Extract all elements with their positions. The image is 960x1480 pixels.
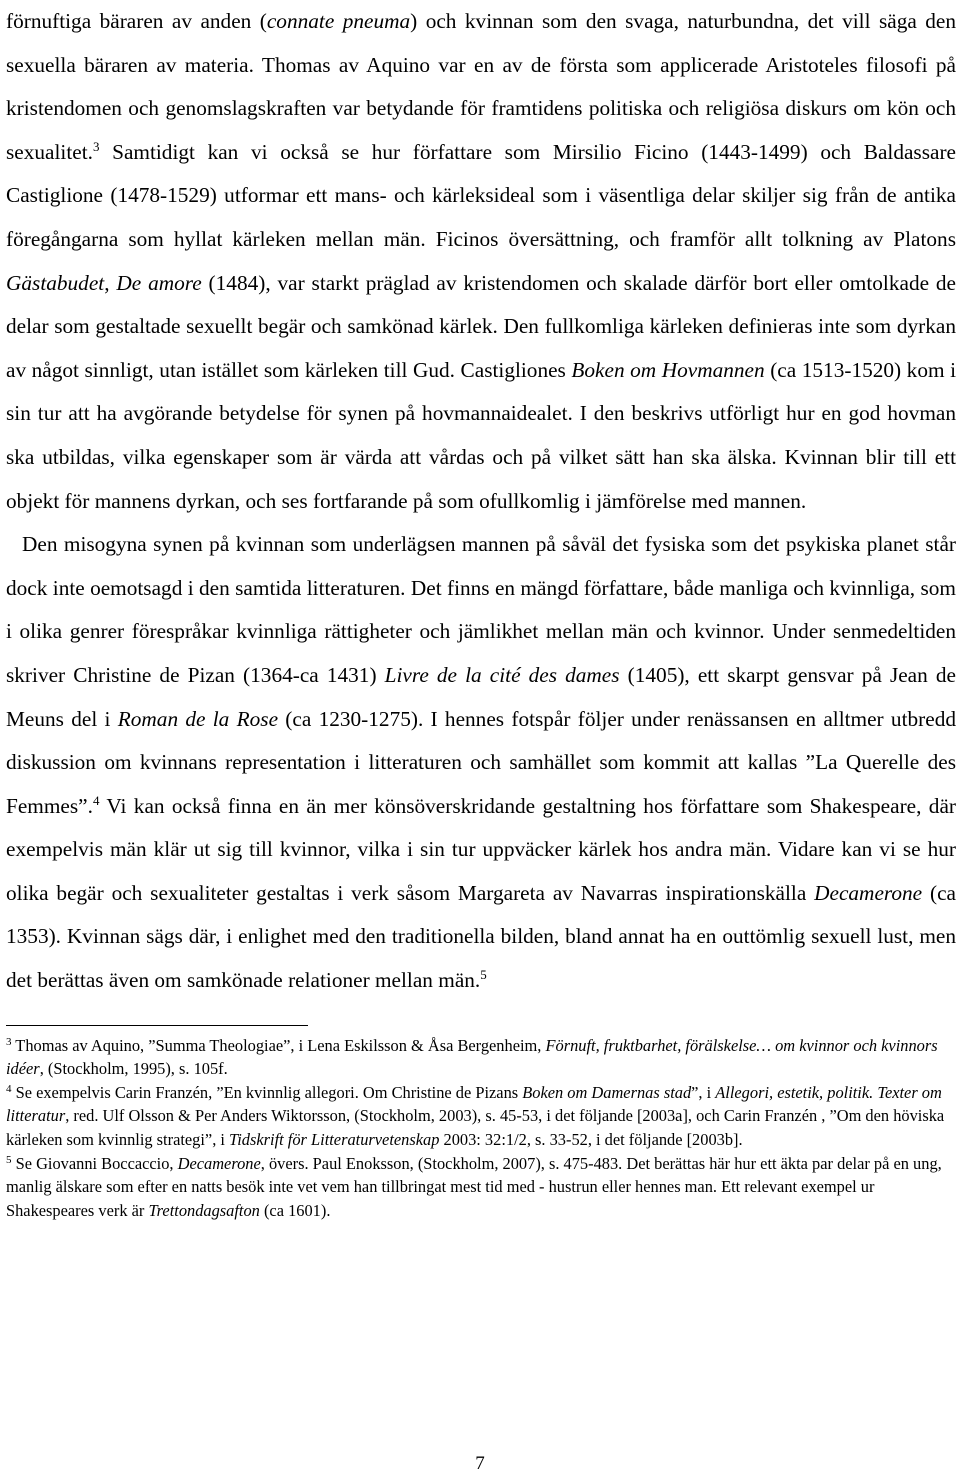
text-run: förnuftiga bäraren av anden ( [6, 9, 267, 33]
text-run: (ca 1513-1520) kom i sin tur att ha avgörande betydelse för synen på hovmannaidealet. I den beskrivs utförligt hur en god hovman ska utbildas, vilka egenskaper som är värda att vårdas och på vilket sätt han ska älska. Kvinnan blir till ett objekt för mannens dyrkan, och ses fortfarande på som ofullkomlig i jämförelse med mannen. [6, 357, 957, 513]
italic-title: Decamerone [177, 1153, 261, 1173]
italic-title: Roman de la Rose [117, 706, 279, 731]
footnote-5 [6, 1152, 956, 1223]
paragraph-1 [6, 0, 956, 523]
footnotes [6, 1034, 956, 1223]
italic-title: Decamerone [814, 880, 923, 905]
footnote-ref-5[interactable]: 5 [480, 967, 487, 983]
text-run: (1405), ett skarpt gensvar på Jean de Meuns del i [6, 662, 956, 731]
text-run: Se Giovanni Boccaccio, [11, 1153, 178, 1173]
text-run: ”, i [691, 1082, 716, 1102]
italic-title: Förnuft, fruktbarhet, förälskelse… om kvinnor och kvinnors idéer [6, 1035, 938, 1079]
footnote-number: 3 [6, 1035, 12, 1048]
italic-title: Livre de la cité des dames [384, 662, 620, 687]
text-run: , [104, 270, 117, 295]
footnote-number: 4 [6, 1082, 12, 1095]
text-run: (ca 1353). Kvinnan sägs där, i enlighet med den traditionella bilden, bland annat ha en outtömlig sexuell lust, men det berättas även om samkönade relationer mellan män. [6, 880, 956, 993]
page-number: 7 [475, 1453, 485, 1474]
footnote-3 [6, 1034, 956, 1081]
text-run: Se exempelvis Carin Franzén, ”En kvinnlig allegori. Om Christine de Pizans [11, 1082, 523, 1102]
italic-title: Allegori, estetik, politik. Texter om litteratur [6, 1082, 942, 1126]
italic-title: Tidskrift för Litteraturvetenskap [229, 1130, 440, 1150]
text-run: (1484), var starkt präglad av kristendomen och skalade därför bort eller omtolkade de delar som gestaltade sexuellt begär och samkönad kärlek. Den fullkomliga kärleken definieras inte som dyrkan av något sinnligt, utan istället som kärleken till Gud. Castigliones [6, 270, 956, 382]
footnote-divider [6, 1025, 308, 1026]
italic-title: De amore [116, 270, 202, 295]
text-run: , red. Ulf Olsson & Per Anders Wiktorsson, (Stockholm, 2003), s. 45-53, i det följande [2003a], och Carin Franzén , ”Om den höviska kärleken som kvinnlig strategi”, i [6, 1106, 945, 1150]
text-run: 2003: 32:1/2, s. 33-52, i det följande [2003b]. [439, 1130, 743, 1150]
italic-title: Gästabudet [6, 270, 105, 295]
italic-title: Boken om Hovmannen [571, 357, 765, 382]
footnote-ref-3[interactable]: 3 [92, 138, 100, 154]
paragraph-2 [6, 523, 956, 1003]
text-run: ) och kvinnan som den svaga, naturbundna, det vill säga den sexuella bäraren av materia. Thomas av Aquino var en av de första som applicerade Aristoteles filosofi på kristendomen och genomslagskraften var betydande för framtidens politiska och religiösa diskurs om kön och sexualitet. [6, 9, 956, 164]
body-text [6, 0, 956, 1003]
italic-title: Trettondagsafton [148, 1200, 260, 1220]
text-run: , (Stockholm, 1995), s. 105f. [39, 1059, 228, 1079]
text-run: , övers. Paul Enoksson, (Stockholm, 2007), s. 475-483. Det berättas här hur ett äkta par delar på en ung, manlig älskare som efter en natts besök inte vet vem han tillbringat mest tid med - hustrun eller hennes man. Ett relevant exempel ur Shakespeares verk är [6, 1153, 942, 1220]
text-run: Den misogyna synen på kvinnan som underlägsen mannen på såväl det fysiska som det psykiska planet står dock inte oemotsagd i den samtida litteraturen. Det finns en mängd författare, både manliga och kvinnliga, som i olika genrer förespråkar kvinnliga rättigheter och jämlikhet mellan män och kvinnor. Under senmedeltiden skriver Christine de Pizan (1364-ca 1431) [6, 532, 956, 687]
text-run: (ca 1601). [259, 1200, 331, 1220]
italic-term: connate pneuma [266, 9, 411, 33]
text-run: Samtidigt kan vi också se hur författare som Mirsilio Ficino (1443-1499) och Baldassare Castiglione (1478-1529) utformar ett mans- och kärleksideal som i väsentliga delar skiljer sig från de antika föregångarna som hyllat kärleken mellan män. Ficinos översättning, och framför allt tolkning av Platons [6, 139, 956, 251]
text-run: Vi kan också finna en än mer könsöverskridande gestaltning hos författare som Shakespeare, där exempelvis män klär ut sig till kvinnor, vilka i sin tur uppväcker kärlek hos andra män. Vidare kan vi se hur olika begär och sexualiteter gestaltas i verk såsom Margareta av Navarras inspirationskälla [6, 793, 956, 905]
footnote-number: 5 [6, 1153, 12, 1166]
italic-title: Boken om Damernas stad [522, 1082, 692, 1102]
text-run: Thomas av Aquino, ”Summa Theologiae”, i Lena Eskilsson & Åsa Bergenheim, [11, 1035, 546, 1055]
footnote-4 [6, 1081, 956, 1152]
footnote-ref-4[interactable]: 4 [92, 792, 100, 808]
text-run: (ca 1230-1275). I hennes fotspår följer under renässansen en alltmer utbredd diskussion om kvinnans representation i litteraturen och samhället som kommit att kallas ”La Querelle des Femmes”. [6, 706, 956, 818]
